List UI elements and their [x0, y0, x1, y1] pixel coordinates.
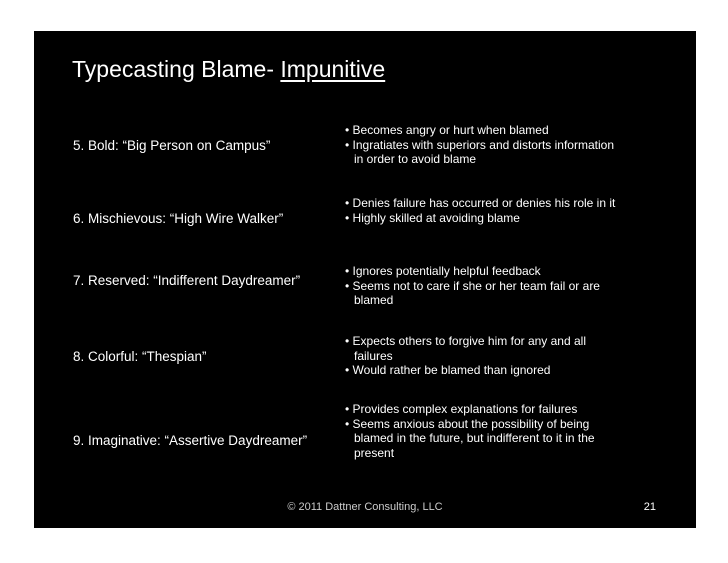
type-label: 6. Mischievous: “High Wire Walker” — [73, 211, 284, 226]
type-bullets — [345, 402, 625, 460]
bullet-item: • Provides complex explanations for failures — [345, 402, 578, 416]
copyright-footer: © 2011 Dattner Consulting, LLC — [287, 501, 443, 513]
type-bullets — [345, 264, 625, 308]
type-label: 9. Imaginative: “Assertive Daydreamer” — [73, 433, 308, 448]
title-underlined-text: Impunitive — [280, 56, 386, 82]
title-text: Typecasting Blame- — [72, 56, 281, 82]
bullet-item: • Ignores potentially helpful feedback — [345, 264, 541, 278]
page-number: 21 — [643, 501, 656, 513]
type-label: 7. Reserved: “Indifferent Daydreamer” — [73, 273, 301, 288]
type-label: 8. Colorful: “Thespian” — [73, 349, 207, 364]
bullet-item: • Becomes angry or hurt when blamed — [345, 123, 549, 137]
type-bullets — [345, 196, 625, 225]
type-label: 5. Bold: “Big Person on Campus” — [73, 138, 271, 153]
bullet-item: • Seems not to care if she or her team fail or are blamed — [345, 278, 600, 307]
bullet-item: • Would rather be blamed than ignored — [345, 363, 551, 377]
slide-title — [72, 56, 385, 83]
bullet-item: • Highly skilled at avoiding blame — [345, 210, 520, 225]
slide — [34, 31, 696, 528]
bullet-item: • Denies failure has occurred or denies his role in it — [345, 196, 616, 210]
type-bullets — [345, 123, 625, 167]
bullet-item: • Expects others to forgive him for any and all failures — [345, 334, 586, 363]
type-bullets — [345, 334, 625, 378]
bullet-item: • Seems anxious about the possibility of being blamed in the future, but indifferent to it in the present — [345, 416, 595, 460]
bullet-item: • Ingratiates with superiors and distorts information in order to avoid blame — [345, 137, 614, 166]
